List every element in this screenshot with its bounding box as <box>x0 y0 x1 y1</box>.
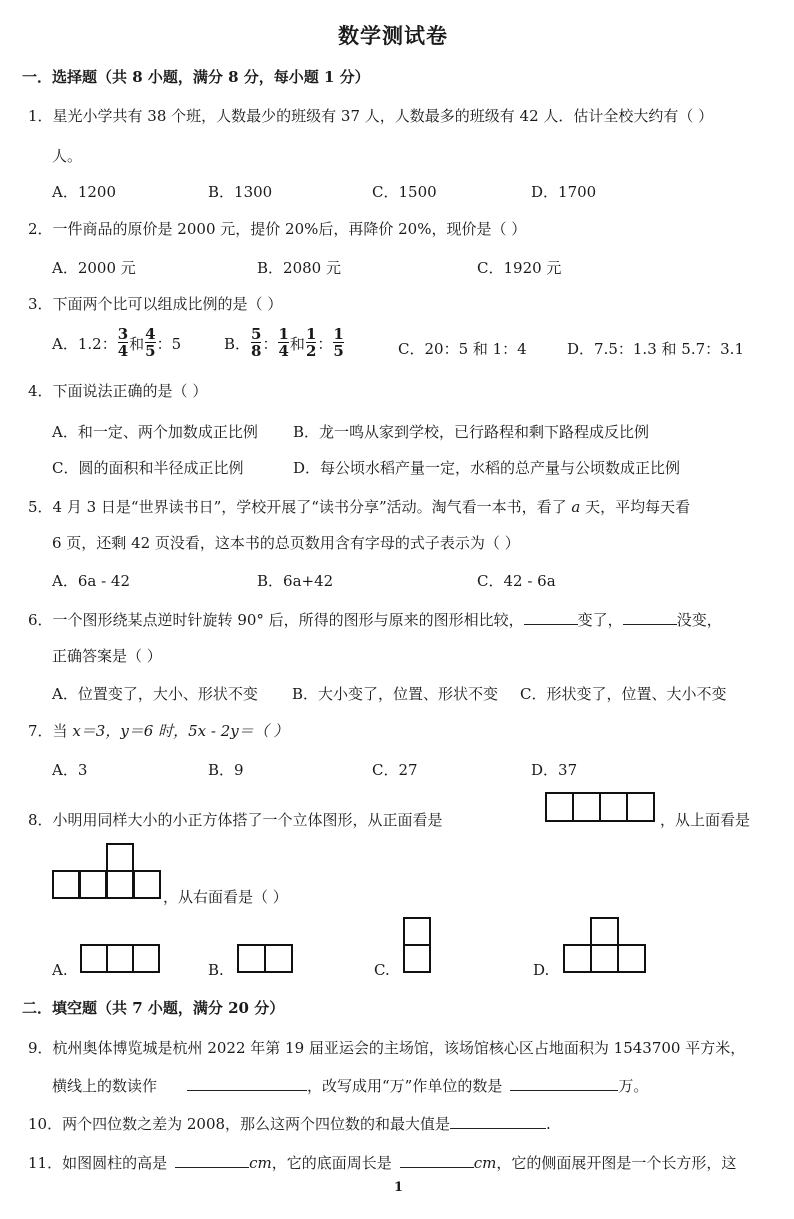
q10-stem-a: 10．两个四位数之差为 2008，那么这两个四位数的和最大值是 <box>28 1115 451 1133</box>
q1-option-b: B．1300 <box>208 183 273 201</box>
q4-stem: 4．下面说法正确的是（ ） <box>28 382 208 400</box>
q11-stem-b: ，它的底面周长是 <box>271 1154 392 1172</box>
q6-option-c: C．形状变了，位置、大小不变 <box>520 685 727 703</box>
square <box>106 944 134 973</box>
answer-blank[interactable] <box>450 1114 546 1129</box>
q3-b-label: B． <box>224 334 251 353</box>
q7-option-c: C．27 <box>372 761 418 779</box>
fraction: $\frac{5}{8}$ <box>251 325 262 360</box>
q2-option-c: C．1920 元 <box>477 259 562 277</box>
square <box>264 944 293 973</box>
fraction: $\frac{1}{5}$ <box>333 325 344 360</box>
q8-stem-a: 8．小明用同样大小的小正方体搭了一个立体图形，从正面看是 <box>28 811 443 829</box>
square <box>80 944 108 973</box>
q8-option-b-label: B. <box>208 961 224 979</box>
q5-stem-cont: 6 页，还剩 42 页没看，这本书的总页数用含有字母的式子表示为（ ） <box>52 534 520 552</box>
q7-stem-pre: 7．当 <box>28 722 73 740</box>
square <box>237 944 266 973</box>
square <box>132 944 160 973</box>
q3-a-label: A．1.2： <box>52 334 117 353</box>
square <box>590 917 619 946</box>
q7-stem <box>28 720 289 741</box>
square <box>617 944 646 973</box>
square <box>52 870 80 899</box>
q9-stem: 9．杭州奥体博览城是杭州 2022 年第 19 届亚运会的主场馆，该场馆核心区占地面积为 1543700 平方米， <box>28 1039 746 1057</box>
square <box>79 870 107 899</box>
q5-stem-pre: 5．4 月 3 日是“世界读书日”，学校开展了“读书分享”活动。淘气看一本书，看了 <box>28 498 572 516</box>
answer-blank[interactable] <box>175 1153 249 1168</box>
answer-blank[interactable] <box>400 1153 474 1168</box>
q2-stem: 2．一件商品的原价是 2000 元，提价 20%后，再降价 20%，现价是（ ） <box>28 220 527 238</box>
q8-option-c-label: C. <box>374 961 390 979</box>
q3-option-b <box>224 327 345 359</box>
q11-unit: cm <box>249 1154 272 1172</box>
q4-option-b: B．龙一鸣从家到学校，已行路程和剩下路程成反比例 <box>293 423 650 441</box>
square <box>563 944 592 973</box>
q8-stem-b: ，从上面看是 <box>660 811 751 829</box>
q3-b-colon: ： <box>262 334 278 353</box>
q6-option-b: B．大小变了，位置、形状不变 <box>292 685 499 703</box>
q11-stem <box>28 1152 736 1173</box>
answer-blank[interactable] <box>510 1076 618 1091</box>
page-number: 1 <box>394 1180 404 1195</box>
q4-option-d: D．每公顷水稻产量一定，水稻的总产量与公顷数成正比例 <box>293 459 681 477</box>
q1-option-a: A．1200 <box>52 183 117 201</box>
q3-option-c: C．20：5 和 1：4 <box>398 340 527 358</box>
q5-var-a: a <box>571 498 581 516</box>
q11-stem-a: 11．如图圆柱的高是 <box>28 1154 168 1172</box>
q5-option-c: C．42 - 6a <box>477 572 556 590</box>
answer-blank[interactable] <box>524 610 578 625</box>
q7-option-b: B．9 <box>208 761 244 779</box>
q1-stem-cont: 人。 <box>52 147 83 165</box>
q4-option-a: A．和一定、两个加数成正比例 <box>52 423 258 441</box>
q3-option-a <box>52 327 181 359</box>
answer-blank[interactable] <box>187 1076 307 1091</box>
q6-stem-a: 6．一个图形绕某点逆时针旋转 90° 后，所得的图形与原来的图形相比较， <box>28 611 524 629</box>
q9-stem-b: ，改写成用“万”作单位的数是 <box>307 1077 503 1095</box>
square <box>545 792 574 822</box>
square <box>590 944 619 973</box>
fraction: $\frac{1}{2}$ <box>305 325 317 360</box>
q6-stem-cont: 正确答案是（ ） <box>52 647 162 665</box>
q10-stem <box>28 1113 551 1134</box>
q6-option-a: A．位置变了，大小、形状不变 <box>52 685 258 703</box>
square <box>133 870 161 899</box>
q3-a-tail: ：5 <box>156 334 182 353</box>
q8-option-d-label: D. <box>533 961 550 979</box>
q8-stem-cont: ，从右面看是（ ） <box>163 888 288 906</box>
q3-option-d: D．7.5：1.3 和 5.7：3.1 <box>567 340 744 358</box>
q5-option-b: B．6a+42 <box>257 572 334 590</box>
q1-option-d: D．1700 <box>531 183 597 201</box>
q11-unit: cm <box>473 1154 497 1172</box>
q11-stem-c: ，它的侧面展开图是一个长方形，这 <box>496 1154 737 1172</box>
fraction: $\frac{1}{4}$ <box>278 325 289 360</box>
q2-option-b: B．2080 元 <box>257 259 341 277</box>
q7-expression: x＝3，y＝6 时，5x - 2y＝（ ） <box>72 722 289 740</box>
square <box>106 870 134 899</box>
q5-option-a: A．6a - 42 <box>52 572 131 590</box>
square <box>599 792 628 822</box>
q9-stem-cont <box>52 1075 648 1096</box>
answer-blank[interactable] <box>623 610 677 625</box>
q6-stem <box>28 609 722 630</box>
page-title: 数学测试卷 <box>338 23 448 48</box>
q10-stem-b: . <box>546 1115 551 1133</box>
q7-option-d: D．37 <box>531 761 578 779</box>
square <box>403 944 431 973</box>
fraction: $\frac{3}{4}$ <box>117 325 129 360</box>
q1-stem: 1．星光小学共有 38 个班，人数最少的班级有 37 人，人数最多的班级有 42 人．估计全校大约有（ ） <box>28 107 714 125</box>
q3-stem: 3．下面两个比可以组成比例的是（ ） <box>28 295 283 313</box>
q2-option-a: A．2000 元 <box>52 259 136 277</box>
q5-stem <box>28 496 690 517</box>
q8-option-a-label: A. <box>52 961 68 979</box>
q1-option-c: C．1500 <box>372 183 437 201</box>
q6-stem-b: 变了， <box>577 611 623 629</box>
fraction: $\frac{4}{5}$ <box>145 325 156 360</box>
square <box>626 792 655 822</box>
q4-option-c: C．圆的面积和半径成正比例 <box>52 459 244 477</box>
square <box>106 843 134 872</box>
q3-a-and: 和 <box>129 334 145 353</box>
section-2-heading: 二．填空题（共 7 小题，满分 20 分） <box>22 999 285 1017</box>
q9-stem-c: 万。 <box>618 1077 649 1095</box>
q7-option-a: A．3 <box>52 761 88 779</box>
q3-b-colon: ： <box>317 334 333 353</box>
q6-stem-c: 没变， <box>676 611 722 629</box>
square <box>403 917 431 946</box>
square <box>572 792 601 822</box>
section-1-heading: 一．选择题（共 8 小题，满分 8 分，每小题 1 分） <box>22 68 370 86</box>
q9-stem-a: 横线上的数读作 <box>52 1077 158 1095</box>
q5-stem-post: 天，平均每天看 <box>580 498 691 516</box>
q3-b-and: 和 <box>289 334 305 353</box>
